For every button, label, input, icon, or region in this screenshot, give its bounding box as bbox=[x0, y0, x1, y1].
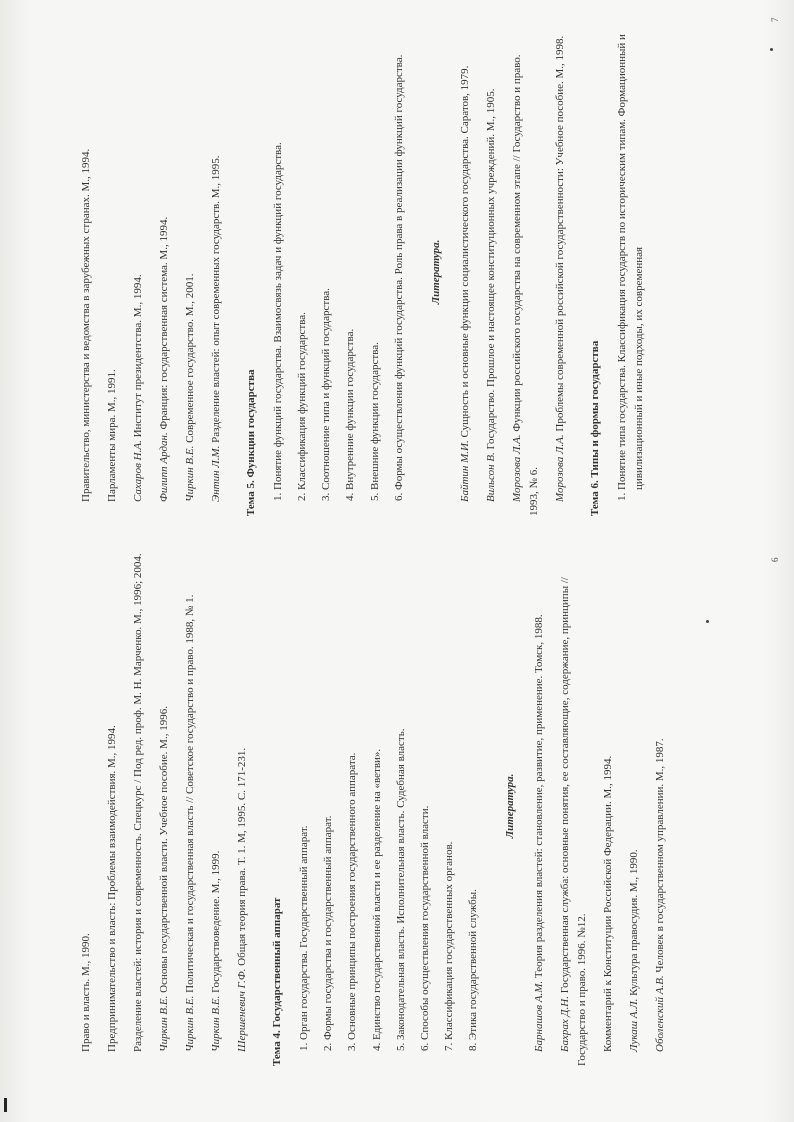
topic-4-list bbox=[296, 546, 481, 1066]
reference-author: Бахрах Д.Н. bbox=[558, 996, 571, 1052]
reference-text: Политическая и государственная власть // Советское государство и право. 1988, № 1. bbox=[184, 594, 197, 993]
reference-entry bbox=[182, 546, 199, 1066]
list-item: 2. Классификация функций государства. bbox=[294, 28, 311, 490]
reference-text: Предпринимательство и власть: Проблемы взаимодействия. М., 1994. bbox=[106, 725, 119, 1052]
list-item: 1. Понятие функций государства. Взаимосвязь задач и функций государства. bbox=[270, 28, 287, 490]
topic-6-list bbox=[614, 28, 648, 516]
reference-author: Вильсон В. bbox=[484, 452, 497, 502]
reference-text: Парламенты мира. М., 1991. bbox=[106, 369, 119, 502]
reference-text: Общая теория права. Т. 1. М, 1995. С. 171-231. bbox=[236, 747, 249, 966]
list-item: 5. Законодательная власть. Исполнительная власть. Судебная власть. bbox=[393, 546, 410, 1040]
reference-author: Чиркин В.Е. bbox=[184, 445, 197, 502]
list-item: 4. Единство государственной власти и ее разделение на «ветви». bbox=[369, 546, 386, 1040]
reference-text: Государство. Прошлое и настоящее конституционных учреждений. М., 1905. bbox=[484, 88, 497, 450]
reference-text: Разделение властей: история и современность. Спецкурс / Под ред. проф. М. Н. Марченко. М., 1996; 2004. bbox=[132, 553, 145, 1052]
reference-text: Правительство, министерства и ведомства в зарубежных странах. М., 1994. bbox=[80, 148, 92, 502]
reference-entry bbox=[78, 546, 95, 1066]
section-title-topic-4: Тема 4. Государственный аппарат bbox=[271, 897, 284, 1066]
reference-entry bbox=[130, 28, 147, 516]
list-item: 3. Основные принципы построения государственного аппарата. bbox=[344, 546, 361, 1040]
reference-entry bbox=[531, 546, 548, 1066]
list-item: 3. Соотношение типа и функций государства. bbox=[318, 28, 335, 490]
references-bottom bbox=[457, 28, 569, 516]
reference-entry bbox=[483, 28, 500, 516]
list-item: 6. Способы осуществления государственной власти. bbox=[417, 546, 434, 1040]
list-item: 7. Классификация государственных органов. bbox=[441, 546, 458, 1040]
list-item: 4. Внутренние функции государства. bbox=[342, 28, 359, 490]
reference-author: Шершеневич Г.Ф. bbox=[236, 968, 249, 1052]
reference-author: Чиркин В.Е. bbox=[210, 995, 223, 1052]
reference-author: Байтин М.И. bbox=[458, 440, 471, 502]
reference-text: Проблемы современной российской государственности: Учебное пособие. М., 1998. bbox=[553, 35, 566, 432]
reference-author: Чиркин В.Е. bbox=[158, 995, 171, 1052]
reference-author: Филипп Ардан. bbox=[158, 432, 171, 502]
list-item: 1. Понятие типа государства. Классификация государств по историческим типам. Формационный и цивилизационный и иные подходы, их современная bbox=[614, 28, 648, 490]
reference-text: Государствоведение. М., 1999. bbox=[210, 850, 223, 993]
reference-text: Современное государство. М., 2001. bbox=[184, 273, 197, 443]
references-top bbox=[78, 546, 251, 1066]
scan-speck bbox=[706, 620, 709, 623]
reference-entry bbox=[509, 28, 543, 516]
scan-mark bbox=[4, 1098, 7, 1112]
reference-author: Морозова Л.А. bbox=[510, 434, 523, 502]
page-7 bbox=[0, 28, 794, 516]
reference-author: Энтин Л.М. bbox=[210, 445, 223, 502]
references-bottom bbox=[531, 546, 669, 1066]
page-6 bbox=[0, 546, 794, 1066]
reference-author: Барнашов А.М. bbox=[532, 980, 545, 1052]
reference-text: Комментарий к Конституции Российской Федерации. М., 1994. bbox=[601, 755, 614, 1052]
reference-entry bbox=[652, 546, 669, 1066]
reference-entry bbox=[208, 546, 225, 1066]
reference-entry bbox=[552, 28, 569, 516]
reference-entry bbox=[457, 28, 474, 516]
list-item: 6. Формы осуществления функций государства. Роль права в реализации функций государства. bbox=[391, 28, 408, 490]
reference-entry bbox=[234, 546, 251, 1066]
reference-entry bbox=[626, 546, 643, 1066]
literature-heading: Литература. bbox=[429, 239, 442, 305]
reference-text: Основы государственной власти. Учебное пособие. М., 1996. bbox=[158, 706, 171, 993]
reference-author: Морозова Л.А. bbox=[553, 434, 566, 502]
reference-entry bbox=[156, 546, 173, 1066]
reference-author: Сахаров Н.А. bbox=[132, 440, 145, 502]
page-number-right: 7 bbox=[770, 17, 780, 22]
reference-entry bbox=[600, 546, 617, 1066]
reference-text: Институт президентства. М., 1994. bbox=[132, 274, 145, 438]
reference-author: Лукаш А.Л. bbox=[627, 998, 640, 1052]
list-item: 8. Этика государственной службы. bbox=[465, 546, 482, 1040]
page-number-left: 6 bbox=[770, 557, 780, 562]
reference-text: Франция: государственная система. М., 1994. bbox=[158, 216, 171, 430]
reference-text: Разделение властей: опыт современных государств. М., 1995. bbox=[210, 155, 223, 443]
reference-text: Право и власть. М., 1990. bbox=[80, 933, 92, 1052]
list-item: 2. Формы государства и государственный аппарат. bbox=[320, 546, 337, 1040]
section-title-topic-6: Тема 6. Типы и формы государства bbox=[588, 340, 601, 516]
reference-entry bbox=[156, 28, 173, 516]
reference-entry bbox=[104, 546, 121, 1066]
reference-author: Чиркин В.Е. bbox=[184, 995, 197, 1052]
reference-entry bbox=[78, 28, 95, 516]
references-top bbox=[78, 28, 225, 516]
topic-5-list bbox=[270, 28, 407, 516]
reference-entry bbox=[208, 28, 225, 516]
reference-author: Оболенский А.В. bbox=[654, 975, 667, 1052]
list-item: 5. Внешние функции государства. bbox=[367, 28, 384, 490]
scan-speck bbox=[770, 48, 773, 51]
reference-text: Государственная служба: основные понятия, ее составляющие, содержание, принципы // Государство и право. 1996. №12. bbox=[558, 577, 588, 1066]
list-item: 1. Орган государства. Государственный аппарат. bbox=[296, 546, 313, 1040]
reference-entry bbox=[557, 546, 591, 1066]
reference-entry bbox=[130, 546, 147, 1066]
reference-text: Функции российского государства на современном этапе // Государство и право. 1993, № 6. bbox=[510, 54, 540, 516]
reference-text: Теория разделения властей: становление, развитие, применение. Томск, 1988. bbox=[532, 614, 545, 979]
reference-text: Человек в государственном управлении. М., 1987. bbox=[654, 738, 667, 973]
reference-text: Культура правосудия. М., 1990. bbox=[627, 849, 640, 996]
literature-heading: Литература. bbox=[503, 773, 516, 839]
reference-entry bbox=[182, 28, 199, 516]
reference-entry bbox=[104, 28, 121, 516]
reference-text: Сущность и основные функции социалистического государства. Саратов, 1979. bbox=[458, 65, 471, 438]
section-title-topic-5: Тема 5. Функции государства bbox=[245, 369, 258, 516]
